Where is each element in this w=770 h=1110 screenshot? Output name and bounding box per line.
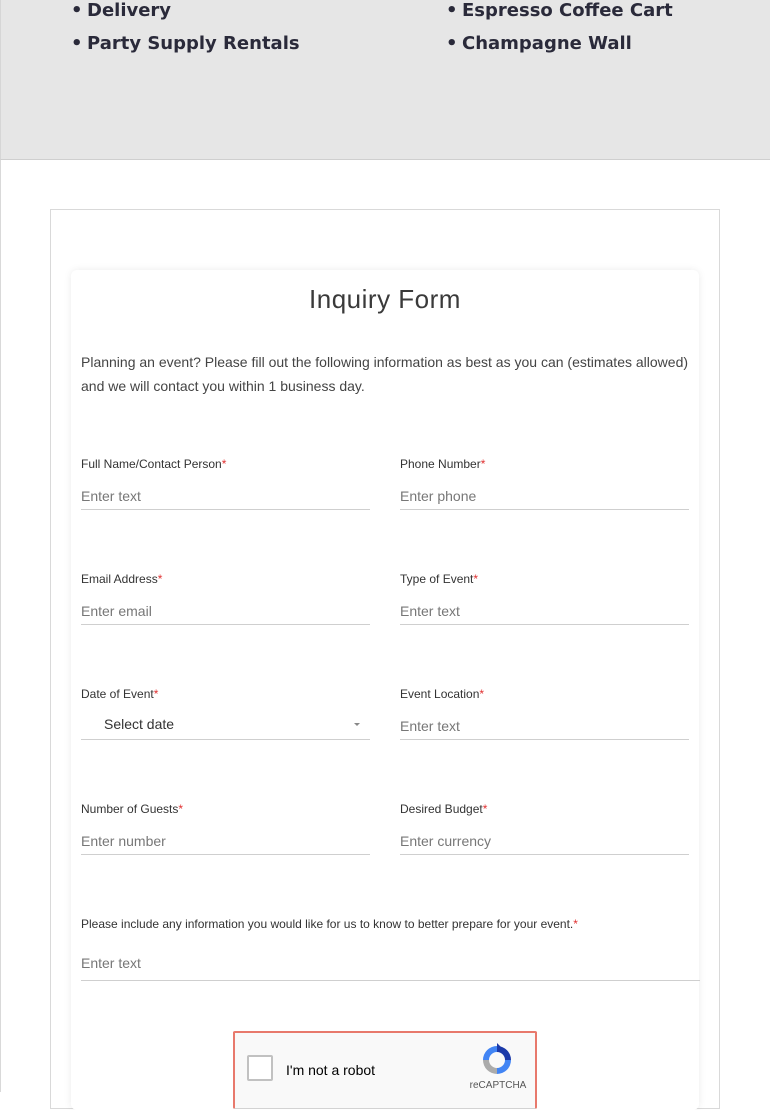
phone-input[interactable] xyxy=(400,482,689,510)
label-text: Full Name/Contact Person xyxy=(81,457,222,471)
event-date-label xyxy=(81,687,158,701)
label-text: Please include any information you would like for us to know to better prepare for your event. xyxy=(81,917,574,931)
service-label: Espresso Coffee Cart xyxy=(462,0,673,21)
service-label: Party Supply Rentals xyxy=(87,33,300,54)
label-text: Email Address xyxy=(81,572,158,586)
label-text: Number of Guests xyxy=(81,802,179,816)
required-mark: * xyxy=(482,802,488,816)
event-type-input[interactable] xyxy=(400,597,689,625)
event-location-input[interactable] xyxy=(400,712,689,740)
budget-input[interactable] xyxy=(400,827,689,855)
recaptcha-widget xyxy=(233,1031,537,1109)
guests-input[interactable] xyxy=(81,827,370,855)
email-input[interactable] xyxy=(81,597,370,625)
label-text: Phone Number xyxy=(400,457,481,471)
service-label: Champagne Wall xyxy=(462,33,632,54)
service-item-espresso-coffee-cart xyxy=(446,0,673,21)
bullet: • xyxy=(71,0,83,21)
event-location-label xyxy=(400,687,484,701)
services-band xyxy=(0,0,770,160)
recaptcha-logo-icon xyxy=(479,1042,515,1078)
caret-down-icon xyxy=(354,723,360,726)
required-mark: * xyxy=(221,457,227,471)
full-name-label xyxy=(81,457,226,471)
required-mark: * xyxy=(479,687,485,701)
event-date-select[interactable] xyxy=(81,712,370,740)
form-title: Inquiry Form xyxy=(309,284,461,314)
budget-label xyxy=(400,802,487,816)
phone-label xyxy=(400,457,485,471)
full-name-input[interactable] xyxy=(81,482,370,510)
required-mark: * xyxy=(573,917,578,931)
event-type-label xyxy=(400,572,478,586)
required-mark: * xyxy=(153,687,159,701)
details-label xyxy=(81,917,578,931)
bullet: • xyxy=(446,0,458,21)
service-label: Delivery xyxy=(87,0,172,21)
form-intro: Planning an event? Please fill out the following information as best as you can (estimates allowed) and we will contact you within 1 business day. xyxy=(81,354,689,394)
details-input[interactable] xyxy=(81,946,700,981)
service-item-party-supply-rentals xyxy=(71,33,300,54)
guests-label xyxy=(81,802,183,816)
label-text: Event Location xyxy=(400,687,480,701)
recaptcha-checkbox[interactable] xyxy=(247,1055,273,1081)
recaptcha-label: I'm not a robot xyxy=(286,1062,376,1078)
email-label xyxy=(81,572,162,586)
label-text: Desired Budget xyxy=(400,802,483,816)
required-mark: * xyxy=(473,572,479,586)
service-item-champagne-wall xyxy=(446,33,632,54)
required-mark: * xyxy=(480,457,486,471)
bullet: • xyxy=(446,33,458,54)
select-value: Select date xyxy=(104,716,175,732)
label-text: Type of Event xyxy=(400,572,474,586)
label-text: Date of Event xyxy=(81,687,154,701)
bullet: • xyxy=(71,33,83,54)
recaptcha-brand: reCAPTCHA xyxy=(469,1080,527,1091)
required-mark: * xyxy=(178,802,184,816)
service-item-delivery xyxy=(71,0,171,21)
page-divider xyxy=(0,160,1,1092)
required-mark: * xyxy=(157,572,163,586)
